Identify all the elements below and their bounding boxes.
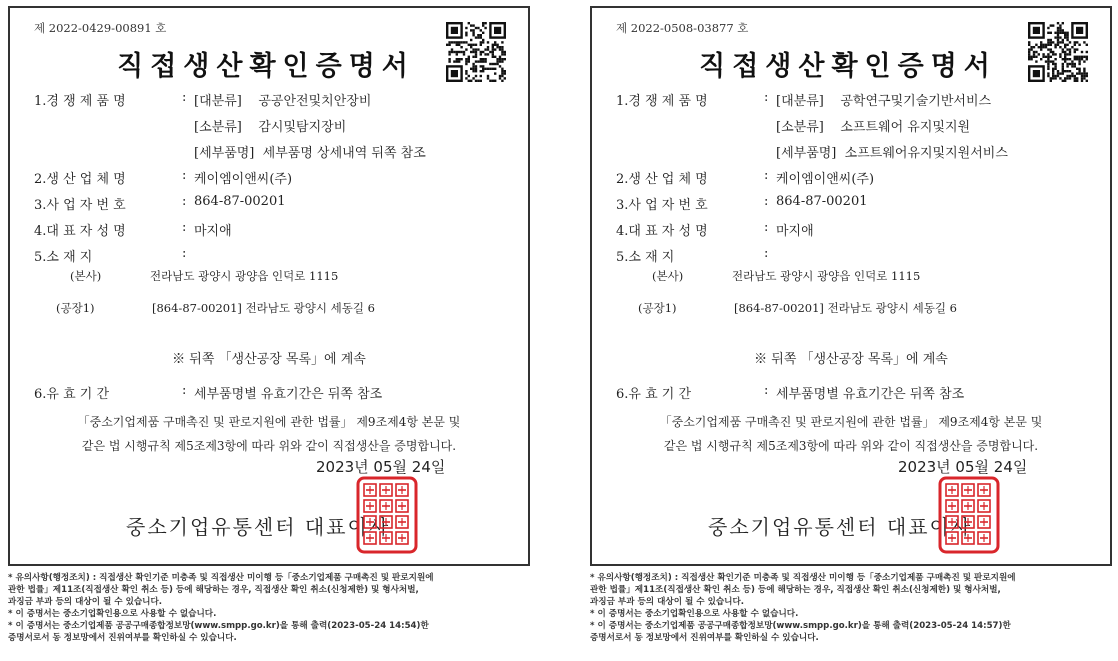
footer-line: * 이 증명서는 중소기업확인용으로 사용할 수 없습니다. — [8, 609, 217, 619]
product-major: [대분류] 공공안전및치안장비 — [194, 94, 372, 109]
footer-line: * 유의사항(행정조치) : 직접생산 확인기준 미충족 및 직접생산 미이행 등「중소기업제품 구매촉진 및 판로지원에 — [8, 573, 434, 583]
continue-note: ※ 뒤쪽 「생산공장 목록」에 계속 — [172, 352, 366, 367]
factory-address: [864-87-00201] 전라남도 광양시 세동길 6 — [152, 301, 375, 315]
ceo-value: 마지애 — [194, 224, 232, 239]
footer-line: * 이 증명서는 중소기업확인용으로 사용할 수 없습니다. — [590, 609, 799, 619]
factory-row — [638, 300, 1098, 316]
validity-value: 세부품명별 유효기간은 뒤쪽 참조 — [194, 387, 383, 402]
issue-date: 2023년 05월 24일 — [316, 458, 446, 476]
issuer-name: 중소기업유통센터 대표이사 — [126, 515, 391, 539]
factory-row — [56, 300, 516, 316]
product-detail: [세부품명] 소프트웨어유지및지원서비스 — [776, 146, 1008, 161]
colon: : — [182, 168, 187, 183]
company-value: 케이엠이앤씨(주) — [194, 172, 293, 187]
certificate-title: 직접생산확인증명서 — [117, 51, 415, 82]
issue-date: 2023년 05월 24일 — [898, 458, 1028, 476]
footer-line: 과징금 부과 등의 대상이 될 수 있습니다. — [590, 597, 745, 607]
footer-line: * 이 증명서는 중소기업제품 공공구매종합정보망(www.smpp.go.kr)을 통해 출력(2023-05-24 14:57)한 — [590, 621, 1011, 631]
bizno-label: 3.사 업 자 번 호 — [616, 198, 708, 213]
footer-line: 증명서로서 동 정보망에서 진위여부를 확인하실 수 있습니다. — [590, 633, 819, 643]
product-label: 1.경 쟁 제 품 명 — [34, 94, 126, 109]
footer-line: * 이 증명서는 중소기업제품 공공구매종합정보망(www.smpp.go.kr)을 통해 출력(2023-05-24 14:54)한 — [8, 621, 429, 631]
certificate-left — [8, 6, 534, 643]
product-label: 1.경 쟁 제 품 명 — [616, 94, 708, 109]
bizno-value: 864-87-00201 — [776, 194, 868, 209]
hq-row — [70, 268, 510, 284]
colon: : — [182, 90, 187, 105]
company-label: 2.생 산 업 체 명 — [616, 172, 708, 187]
validity-value: 세부품명별 유효기간은 뒤쪽 참조 — [776, 387, 965, 402]
colon: : — [182, 246, 187, 261]
qr-code-icon — [446, 22, 506, 82]
colon: : — [764, 194, 769, 209]
issuer-name: 중소기업유통센터 대표이사 — [708, 515, 973, 539]
company-value: 케이엠이앤씨(주) — [776, 172, 875, 187]
colon: : — [764, 220, 769, 235]
hq-address: 전라남도 광양시 광양읍 인덕로 1115 — [732, 269, 921, 283]
factory-label: (공장1) — [56, 301, 95, 315]
footer-line: * 유의사항(행정조치) : 직접생산 확인기준 미충족 및 직접생산 미이행 등「중소기업제품 구매촉진 및 판로지원에 — [590, 573, 1016, 583]
certificate-number: 제 2022-0508-03877 호 — [616, 21, 749, 35]
footer-notes — [8, 572, 534, 644]
footer-line: 관한 법률」제11조(직접생산 확인 취소 등) 등에 해당하는 경우, 직접생산 확인 취소(신청제한) 및 형사처벌, — [590, 585, 1001, 595]
factory-label: (공장1) — [638, 301, 677, 315]
hq-address: 전라남도 광양시 광양읍 인덕로 1115 — [150, 269, 339, 283]
validity-label: 6.유 효 기 간 — [34, 387, 110, 402]
colon: : — [182, 194, 187, 209]
law-line-1: 「중소기업제품 구매촉진 및 판로지원에 관한 법률」 제9조제4항 본문 및 — [77, 415, 461, 429]
colon: : — [764, 90, 769, 105]
certificate-number: 제 2022-0429-00891 호 — [34, 21, 167, 35]
footer-line: 과징금 부과 등의 대상이 될 수 있습니다. — [8, 597, 163, 607]
location-label: 5.소 재 지 — [34, 250, 93, 265]
hq-label: (본사) — [70, 269, 102, 283]
location-label: 5.소 재 지 — [616, 250, 675, 265]
colon: : — [764, 383, 769, 398]
factory-address: [864-87-00201] 전라남도 광양시 세동길 6 — [734, 301, 957, 315]
bizno-label: 3.사 업 자 번 호 — [34, 198, 126, 213]
footer-line: 증명서로서 동 정보망에서 진위여부를 확인하실 수 있습니다. — [8, 633, 237, 643]
certificate-right — [590, 6, 1116, 643]
company-label: 2.생 산 업 체 명 — [34, 172, 126, 187]
law-line-2: 같은 법 시행규칙 제5조제3항에 따라 위와 같이 직접생산을 증명합니다. — [81, 439, 457, 453]
colon: : — [764, 246, 769, 261]
ceo-label: 4.대 표 자 성 명 — [616, 224, 708, 239]
product-detail: [세부품명] 세부품명 상세내역 뒤쪽 참조 — [194, 146, 426, 161]
hq-row — [652, 268, 1092, 284]
qr-code-icon — [1028, 22, 1088, 82]
footer-line: 관한 법률」제11조(직접생산 확인 취소 등) 등에 해당하는 경우, 직접생산 확인 취소(신청제한) 및 형사처벌, — [8, 585, 419, 595]
colon: : — [764, 168, 769, 183]
footer-notes — [590, 572, 1116, 644]
hq-label: (본사) — [652, 269, 684, 283]
law-line-1: 「중소기업제품 구매촉진 및 판로지원에 관한 법률」 제9조제4항 본문 및 — [659, 415, 1043, 429]
ceo-value: 마지애 — [776, 224, 814, 239]
official-seal-icon — [938, 476, 1000, 554]
official-seal-icon — [356, 476, 418, 554]
continue-note: ※ 뒤쪽 「생산공장 목록」에 계속 — [754, 352, 948, 367]
law-line-2: 같은 법 시행규칙 제5조제3항에 따라 위와 같이 직접생산을 증명합니다. — [663, 439, 1039, 453]
certificate-title: 직접생산확인증명서 — [699, 51, 997, 82]
ceo-label: 4.대 표 자 성 명 — [34, 224, 126, 239]
product-minor: [소분류] 감시및탐지장비 — [194, 120, 347, 135]
product-major: [대분류] 공학연구및기술기반서비스 — [776, 94, 992, 109]
product-minor: [소분류] 소프트웨어 유지및지원 — [776, 120, 971, 135]
bizno-value: 864-87-00201 — [194, 194, 286, 209]
colon: : — [182, 220, 187, 235]
colon: : — [182, 383, 187, 398]
validity-label: 6.유 효 기 간 — [616, 387, 692, 402]
